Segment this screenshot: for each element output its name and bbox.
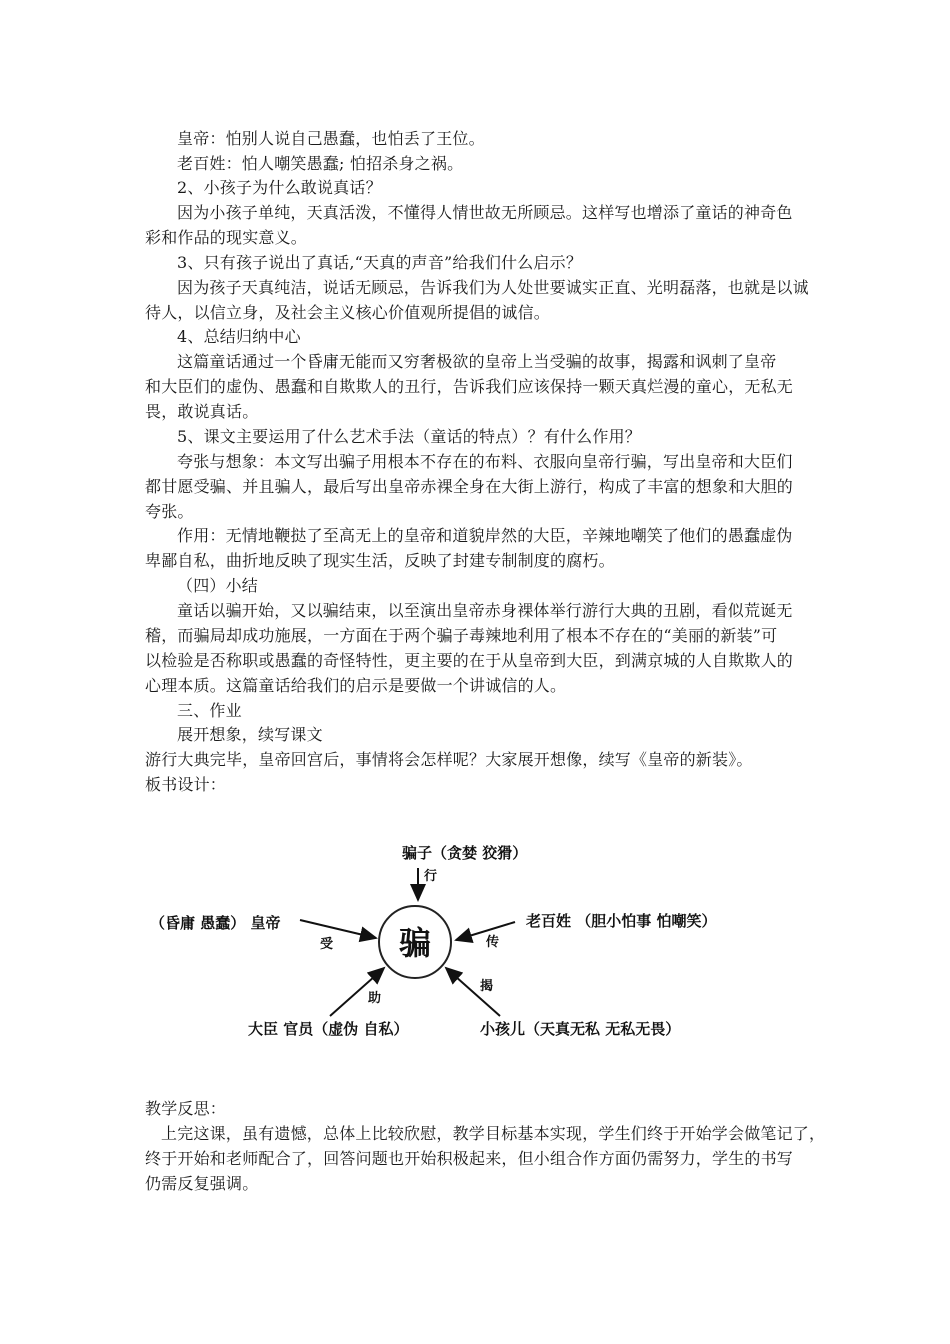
reflection-line: 上完这课，虽有遗憾，总体上比较欣慰，教学目标基本实现，学生们终于开始学会做笔记了，: [161, 1124, 826, 1143]
paragraph-line: 夸张与想象：本文写出骗子用根本不存在的布料、衣服向皇帝行骗，写出皇帝和大臣们: [177, 452, 793, 471]
swindler-label: 骗子（贪婪 狡猾）: [402, 844, 528, 862]
paragraph-line: 因为小孩子单纯，天真活泼，不懂得人情世故无所顾忌。这样写也增添了童话的神奇色: [177, 203, 793, 222]
board-design-diagram: [140, 830, 780, 1060]
paragraph-line: 童话以骗开始，又以骗结束，以至演出皇帝赤身裸体举行游行大典的丑剧，看似荒诞无: [177, 601, 793, 620]
reflection-line: 终于开始和老师配合了，回答问题也开始积极起来，但小组合作方面仍需努力，学生的书写: [145, 1149, 794, 1168]
section-heading: 三、作业: [177, 701, 242, 720]
swindler-arrow-label: 行: [424, 869, 438, 884]
ministers-arrow-label: 助: [368, 991, 382, 1006]
section-heading: （四）小结: [177, 576, 259, 595]
reflection-line: 仍需反复强调。: [145, 1174, 259, 1193]
paragraph-line: 畏，敢说真话。: [145, 402, 259, 421]
question-heading: 3、只有孩子说出了真话,“天真的声音”给我们什么启示？: [177, 253, 583, 272]
paragraph-line: 皇帝：怕别人说自己愚蠢，也怕丢了王位。: [177, 129, 485, 148]
question-heading: 5、课文主要运用了什么艺术手法（童话的特点）？有什么作用？: [177, 427, 641, 446]
paragraph-line: 夸张。: [145, 502, 194, 521]
center-label: 骗: [398, 924, 432, 962]
paragraph-line: 游行大典完毕，皇帝回宫后，事情将会怎样呢？大家展开想像，续写《皇帝的新装》。: [145, 750, 753, 769]
paragraph-line: 以检验是否称职或愚蠢的奇怪特性，更主要的在于从皇帝到大臣，到满京城的人自欺欺人的: [145, 651, 794, 670]
commoners-arrow-label: 传: [486, 935, 500, 950]
paragraph-line: 卑鄙自私，曲折地反映了现实生活，反映了封建专制制度的腐朽。: [145, 551, 615, 570]
child-arrow-label: 揭: [480, 979, 494, 994]
paragraph-line: 作用：无情地鞭挞了至高无上的皇帝和道貌岸然的大臣，辛辣地嘲笑了他们的愚蠢虚伪: [177, 526, 793, 545]
paragraph-line: 板书设计：: [145, 775, 227, 794]
emperor-arrow: [300, 920, 376, 938]
child-label: 小孩儿（天真无私 无私无畏）: [480, 1020, 681, 1038]
paragraph-line: 稽，而骗局却成功施展，一方面在于两个骗子毒辣地利用了根本不存在的“美丽的新装”可: [145, 626, 778, 645]
paragraph-line: 和大臣们的虚伪、愚蠢和自欺欺人的丑行，告诉我们应该保持一颗天真烂漫的童心，无私无: [145, 377, 794, 396]
ministers-label: 大臣 官员（虚伪 自私）: [248, 1020, 409, 1038]
paragraph-line: 都甘愿受骗、并且骗人，最后写出皇帝赤裸全身在大街上游行，构成了丰富的想象和大胆的: [145, 477, 794, 496]
paragraph-line: 老百姓：怕人嘲笑愚蠢; 怕招杀身之祸。: [177, 154, 464, 173]
paragraph-line: 彩和作品的现实意义。: [145, 228, 308, 247]
paragraph-line: 待人，以信立身，及社会主义核心价值观所提倡的诚信。: [145, 303, 551, 322]
question-heading: 2、小孩子为什么敢说真话？: [177, 178, 382, 197]
commoners-label: 老百姓 （胆小怕事 怕嘲笑）: [526, 912, 717, 930]
diagram-svg: [140, 830, 780, 1060]
paragraph-line: 心理本质。这篇童话给我们的启示是要做一个讲诚信的人。: [145, 676, 567, 695]
paragraph-line: 因为孩子天真纯洁，说话无顾忌，告诉我们为人处世要诚实正直、光明磊落，也就是以诚: [177, 278, 809, 297]
reflection-title: 教学反思：: [145, 1099, 227, 1118]
paragraph-line: 这篇童话通过一个昏庸无能而又穷奢极欲的皇帝上当受骗的故事，揭露和讽刺了皇帝: [177, 352, 777, 371]
question-heading: 4、总结归纳中心: [177, 327, 301, 346]
paragraph-line: 展开想象，续写课文: [177, 725, 323, 744]
emperor-arrow-label: 受: [320, 937, 334, 952]
emperor-label: （昏庸 愚蠢） 皇帝: [150, 914, 281, 932]
